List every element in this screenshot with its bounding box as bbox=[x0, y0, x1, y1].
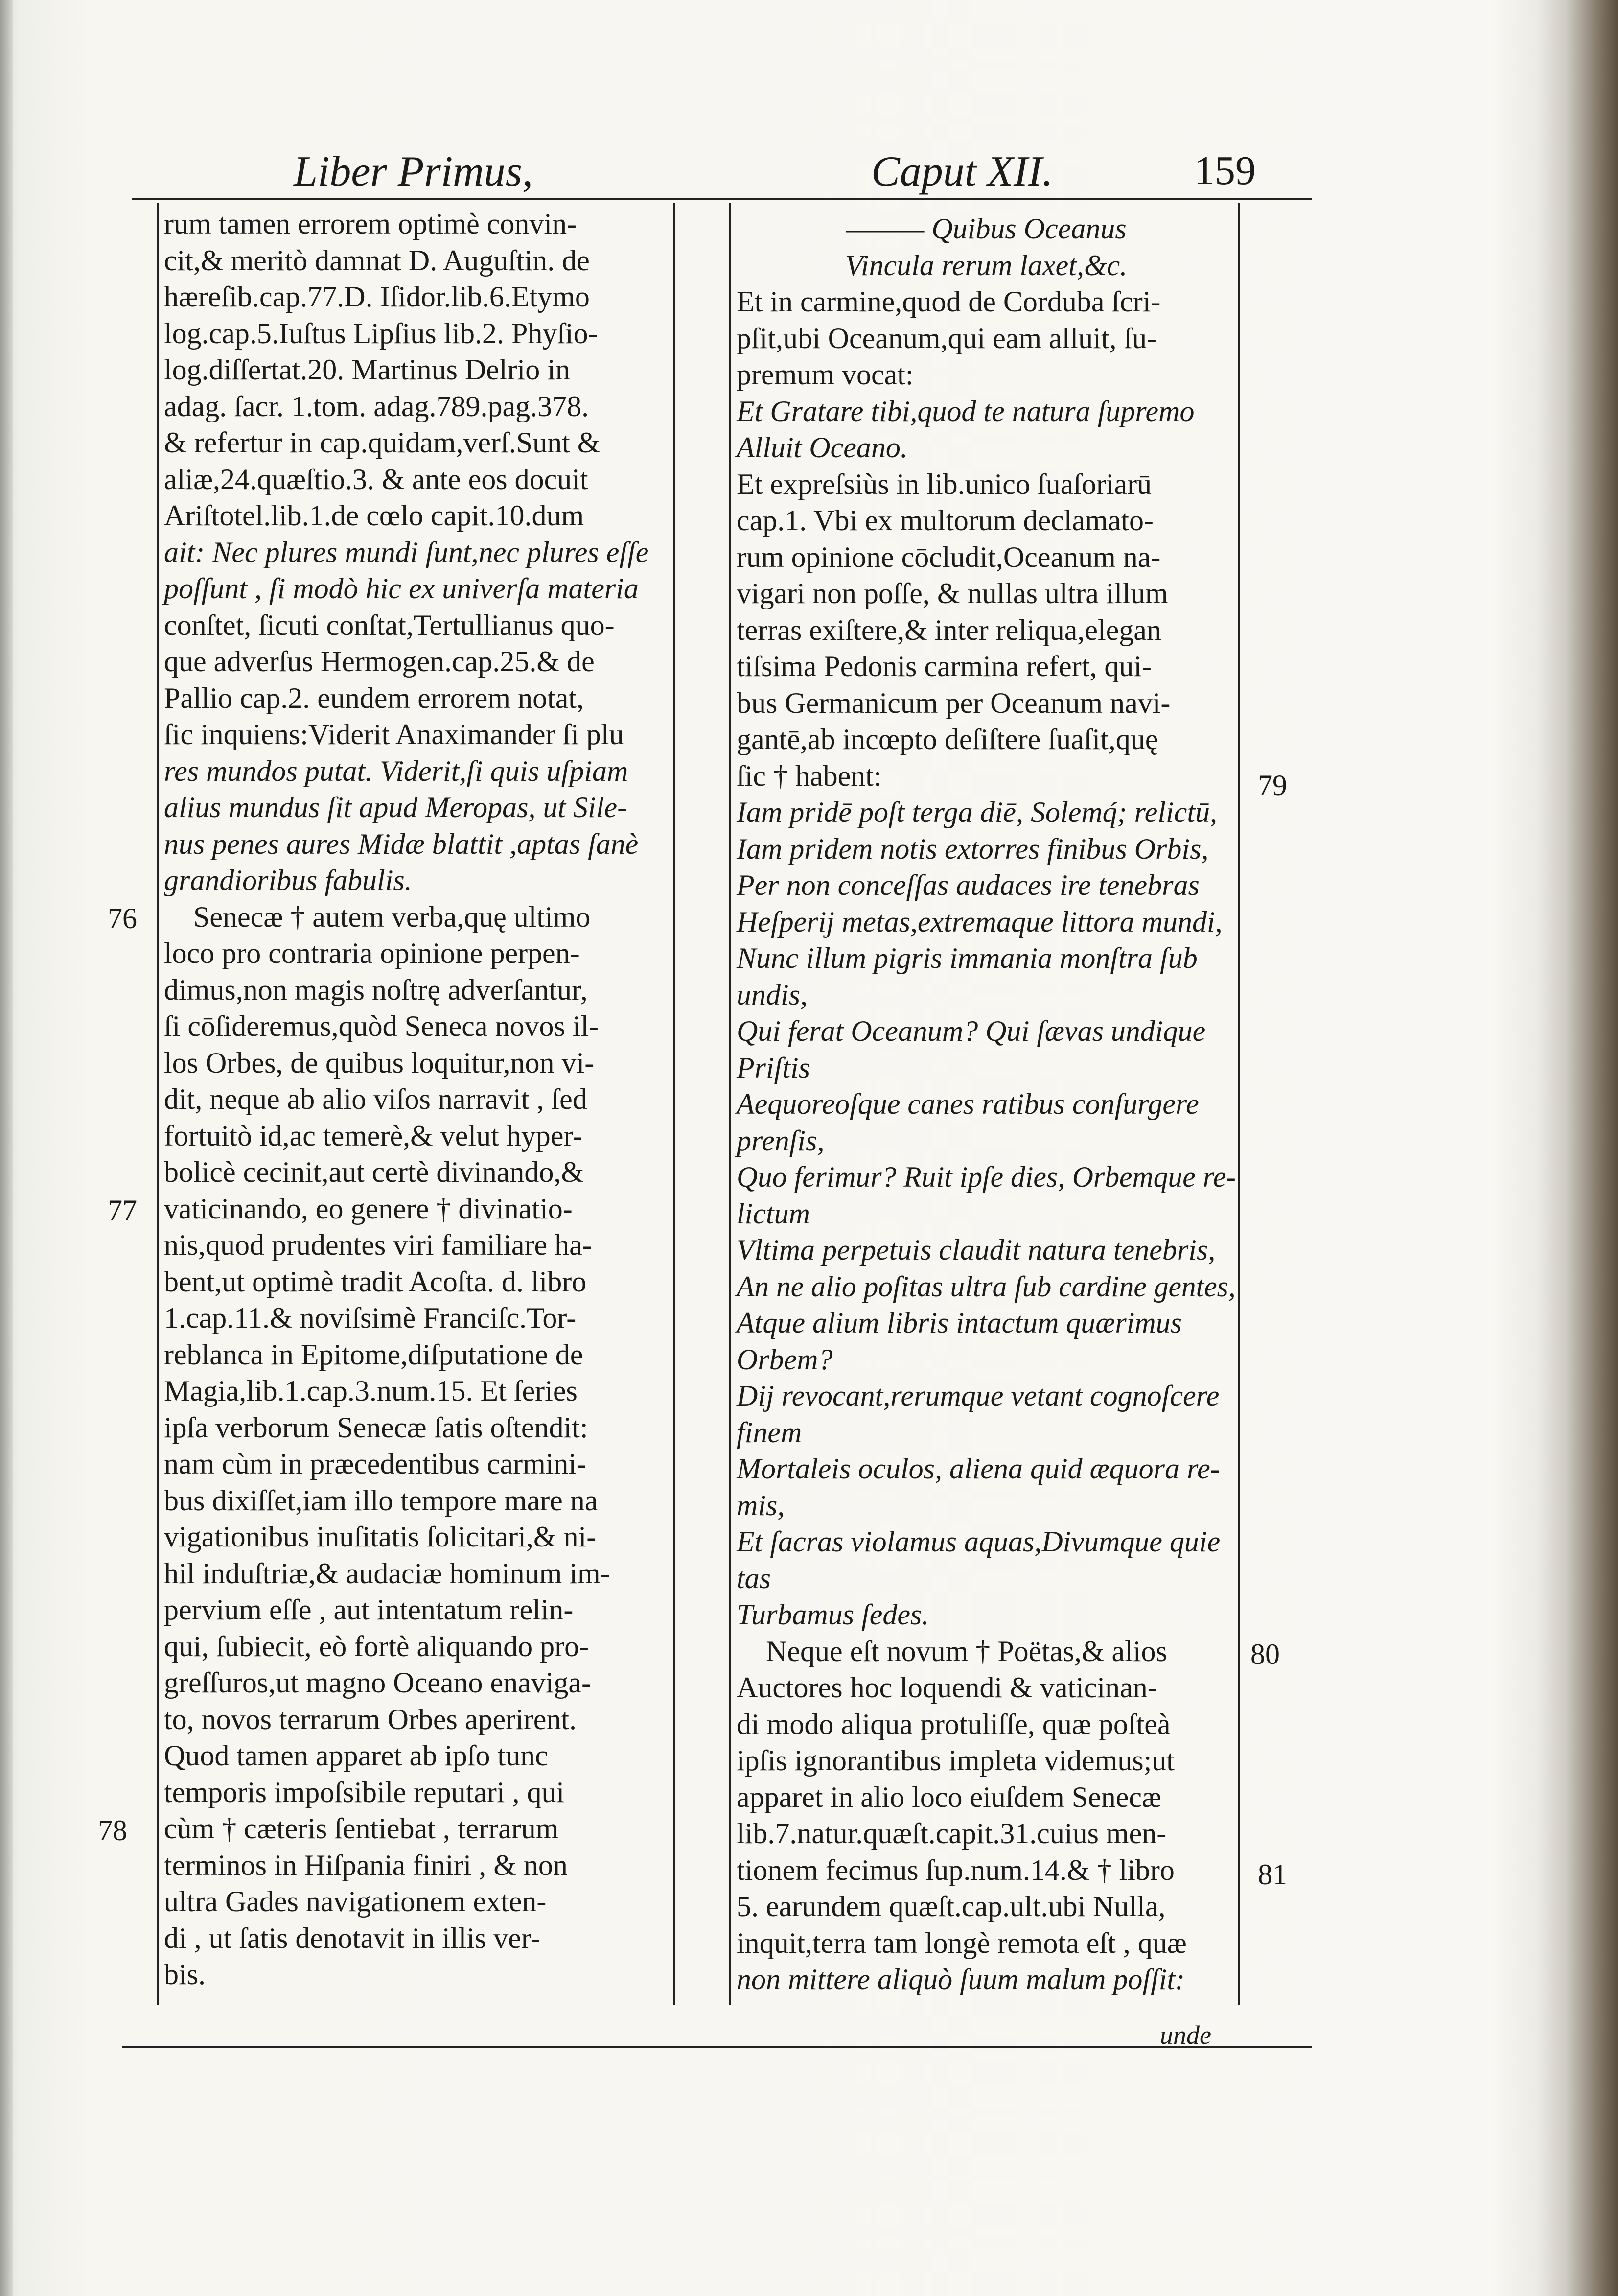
margin-number: 81 bbox=[1258, 1858, 1287, 1891]
text-line: bent,ut optimè tradit Acoſta. d. libro bbox=[164, 1265, 587, 1298]
text-line: finem bbox=[737, 1416, 802, 1449]
footer-rule bbox=[122, 2046, 1312, 2048]
text-line: ipſis ignorantibus impleta videmus;ut bbox=[737, 1744, 1175, 1777]
text-line: poſſunt , ſi modò hic ex univerſa materia bbox=[164, 572, 639, 605]
text-line: dit, neque ab alio viſos narravit , ſed bbox=[164, 1083, 587, 1115]
text-line: apparet in alio loco eiuſdem Senecæ bbox=[737, 1781, 1162, 1813]
text-line: dimus,non magis noſtrę adverſantur, bbox=[164, 973, 588, 1006]
text-line: grandioribus fabulis. bbox=[164, 864, 412, 896]
text-line: mis, bbox=[737, 1489, 785, 1522]
left-column-right-rule bbox=[673, 203, 675, 2005]
text-line: greſſuros,ut magno Oceano enaviga- bbox=[164, 1666, 592, 1699]
margin-number: 78 bbox=[98, 1814, 127, 1847]
text-line: Quod tamen apparet ab ipſo tunc bbox=[164, 1739, 548, 1772]
page-number: 159 bbox=[1194, 148, 1256, 193]
text-line: vigari non poſſe, & nullas ultra illum bbox=[737, 577, 1168, 609]
text-line: Dij revocant,rerumque vetant cognoſcere bbox=[737, 1380, 1220, 1412]
text-line: bolicè cecinit,aut certè divinando,& bbox=[164, 1156, 584, 1188]
text-line: log.diſſertat.20. Martinus Delrio in bbox=[164, 353, 570, 386]
text-line: & refertur in cap.quidam,verſ.Sunt & bbox=[164, 426, 601, 459]
text-line: Neque eſt novum † Poëtas,& alios bbox=[766, 1635, 1167, 1667]
text-line: Atque alium libris intactum quærimus bbox=[737, 1307, 1182, 1339]
text-line: ſic inquiens:Viderit Anaximander ſi plu bbox=[164, 718, 624, 750]
text-line: Quo ferimur? Ruit ipſe dies, Orbemque re- bbox=[737, 1161, 1236, 1193]
right-column-right-rule bbox=[1238, 203, 1240, 2005]
text-line: tas bbox=[737, 1562, 771, 1594]
text-line: reblanca in Epitome,diſputatione de bbox=[164, 1338, 583, 1371]
text-line: non mittere aliquò ſuum malum poſſit: bbox=[737, 1963, 1185, 1995]
text-line: Ariſtotel.lib.1.de cœlo capit.10.dum bbox=[164, 499, 584, 532]
text-line: Heſperij metas,extremaque littora mundi, bbox=[737, 905, 1223, 938]
text-line: rum tamen errorem optimè convin- bbox=[164, 208, 577, 240]
text-line: ——— Quibus Oceanus bbox=[846, 212, 1127, 245]
text-line: vigationibus inuſitatis ſolicitari,& ni- bbox=[164, 1521, 597, 1553]
text-line: los Orbes, de quibus loquitur,non vi- bbox=[164, 1046, 595, 1079]
text-line: hil induſtriæ,& audaciæ hominum im- bbox=[164, 1557, 610, 1590]
running-head-right: Caput XII. bbox=[871, 148, 1053, 195]
text-line: vaticinando, eo genere † divinatio- bbox=[164, 1192, 573, 1225]
text-line: aliæ,24.quæſtio.3. & ante eos docuit bbox=[164, 463, 588, 495]
text-line: An ne alio poſitas ultra ſub cardine gentes, bbox=[737, 1270, 1236, 1303]
text-line: Iam pridem notis extorres finibus Orbis, bbox=[737, 832, 1209, 865]
text-line: qui, ſubiecit, eò fortè aliquando pro- bbox=[164, 1630, 589, 1663]
text-line: Alluit Oceano. bbox=[737, 431, 908, 464]
text-line: 1.cap.11.& noviſsimè Franciſc.Tor- bbox=[164, 1302, 577, 1334]
text-line: nam cùm in præcedentibus carmini- bbox=[164, 1448, 587, 1480]
text-line: alius mundus ſit apud Meropas, ut Sile- bbox=[164, 791, 627, 823]
text-line: pſit,ubi Oceanum,qui eam alluit, ſu- bbox=[737, 322, 1157, 354]
text-line: di , ut ſatis denotavit in illis ver- bbox=[164, 1921, 540, 1954]
text-line: Vincula rerum laxet,&c. bbox=[845, 249, 1128, 281]
text-line: Et Gratare tibi,quod te natura ſupremo bbox=[737, 395, 1195, 427]
text-line: hæreſib.cap.77.D. Iſidor.lib.6.Etymo bbox=[164, 281, 590, 313]
text-line: Senecæ † autem verba,quę ultimo bbox=[193, 900, 591, 933]
text-line: di modo aliqua protuliſſe, quæ poſteà bbox=[737, 1708, 1171, 1740]
text-line: to, novos terrarum Orbes aperirent. bbox=[164, 1703, 577, 1735]
text-line: Aequoreoſque canes ratibus conſurgere bbox=[737, 1088, 1199, 1120]
running-head-left: Liber Primus, bbox=[294, 148, 533, 195]
right-column-left-rule bbox=[729, 203, 731, 2005]
margin-number: 80 bbox=[1250, 1638, 1280, 1670]
text-line: Et ſacras violamus aquas,Divumque quie bbox=[737, 1525, 1221, 1558]
text-line: ſic † habent: bbox=[737, 759, 882, 792]
text-line: Per non conceſſas audaces ire tenebras bbox=[737, 869, 1200, 901]
text-line: ultra Gades navigationem exten- bbox=[164, 1885, 547, 1918]
text-line: nus penes aures Midæ blattit ,aptas ſanè bbox=[164, 827, 639, 860]
text-line: bus dixiſſet,iam illo tempore mare na bbox=[164, 1484, 598, 1517]
text-line: Vltima perpetuis claudit natura tenebris, bbox=[737, 1234, 1216, 1266]
text-line: inquit,terra tam longè remota eſt , quæ bbox=[737, 1926, 1187, 1959]
text-line: res mundos putat. Viderit,ſi quis uſpiam bbox=[164, 754, 628, 787]
text-line: loco pro contraria opinione perpen- bbox=[164, 937, 580, 969]
text-line: premum vocat: bbox=[737, 358, 914, 391]
text-line: rum opinione cōcludit,Oceanum na- bbox=[737, 540, 1161, 573]
text-line: log.cap.5.Iuſtus Lipſius lib.2. Phyſio- bbox=[164, 317, 598, 350]
left-column-text bbox=[164, 206, 670, 1993]
margin-number: 79 bbox=[1258, 769, 1287, 801]
text-line: cap.1. Vbi ex multorum declamato- bbox=[737, 504, 1154, 537]
text-line: Qui ferat Oceanum? Qui ſævas undique bbox=[737, 1015, 1206, 1047]
text-line: 5. earundem quæſt.cap.ult.ubi Nulla, bbox=[737, 1890, 1166, 1922]
catchword: unde bbox=[1160, 2020, 1211, 2050]
text-line: Priſtis bbox=[737, 1051, 810, 1084]
text-line: Et in carmine,quod de Corduba ſcri- bbox=[737, 285, 1161, 318]
text-line: cit,& meritò damnat D. Auguſtin. de bbox=[164, 244, 590, 277]
text-line: Pallio cap.2. eundem errorem notat, bbox=[164, 681, 584, 714]
text-line: Auctores hoc loquendi & vaticinan- bbox=[737, 1671, 1157, 1704]
text-line: pervium eſſe , aut intentatum relin- bbox=[164, 1593, 574, 1626]
text-line: Orbem? bbox=[737, 1343, 833, 1376]
text-line: Mortaleis oculos, aliena quid æquora re- bbox=[737, 1453, 1220, 1485]
text-line: cùm † cæteris ſentiebat , terrarum bbox=[164, 1812, 559, 1845]
text-line: lictum bbox=[737, 1197, 810, 1230]
left-column-left-rule bbox=[157, 203, 159, 2005]
text-line: nis,quod prudentes viri familiare ha- bbox=[164, 1229, 592, 1261]
text-line: terras exiſtere,& inter reliqua,elegan bbox=[737, 613, 1161, 646]
text-line: Nunc illum pigris immania monſtra ſub bbox=[737, 942, 1198, 974]
text-line: undis, bbox=[737, 978, 808, 1011]
text-line: adag. ſacr. 1.tom. adag.789.pag.378. bbox=[164, 390, 589, 422]
text-line: ait: Nec plures mundi ſunt,nec plures eſſe bbox=[164, 536, 649, 568]
text-line: Et expreſsiùs in lib.unico ſuaſoriarū bbox=[737, 468, 1152, 500]
text-line: tionem fecimus ſup.num.14.& † libro bbox=[737, 1853, 1175, 1886]
header-rule bbox=[132, 198, 1312, 200]
text-line: Iam pridē poſt terga diē, Solemq́; relictū, bbox=[737, 796, 1218, 828]
text-line: Magia,lib.1.cap.3.num.15. Et ſeries bbox=[164, 1375, 578, 1407]
text-line: ſi cōſideremus,quòd Seneca novos il- bbox=[164, 1010, 599, 1042]
text-line: Turbamus ſedes. bbox=[737, 1598, 929, 1631]
text-line: terminos in Hiſpania finiri , & non bbox=[164, 1849, 568, 1881]
text-line: que adverſus Hermogen.cap.25.& de bbox=[164, 645, 595, 678]
text-line: tiſsima Pedonis carmina refert, qui- bbox=[737, 650, 1152, 682]
text-line: lib.7.natur.quæſt.capit.31.cuius men- bbox=[737, 1817, 1167, 1850]
text-line: ipſa verborum Senecæ ſatis oſtendit: bbox=[164, 1411, 588, 1444]
margin-number: 76 bbox=[108, 902, 137, 935]
text-line: bus Germanicum per Oceanum navi- bbox=[737, 686, 1171, 719]
text-line: prenſis, bbox=[737, 1124, 825, 1157]
margin-number: 77 bbox=[108, 1194, 137, 1226]
text-line: fortuitò id,ac temerè,& velut hyper- bbox=[164, 1119, 583, 1152]
text-line: gantē,ab incœpto deſiſtere ſuaſit,quę bbox=[737, 723, 1158, 755]
text-line: conſtet, ſicuti conſtat,Tertullianus quo- bbox=[164, 609, 615, 641]
text-line: temporis impoſsibile reputari , qui bbox=[164, 1776, 565, 1808]
right-column-text bbox=[737, 211, 1236, 1998]
text-line: bis. bbox=[164, 1958, 206, 1991]
